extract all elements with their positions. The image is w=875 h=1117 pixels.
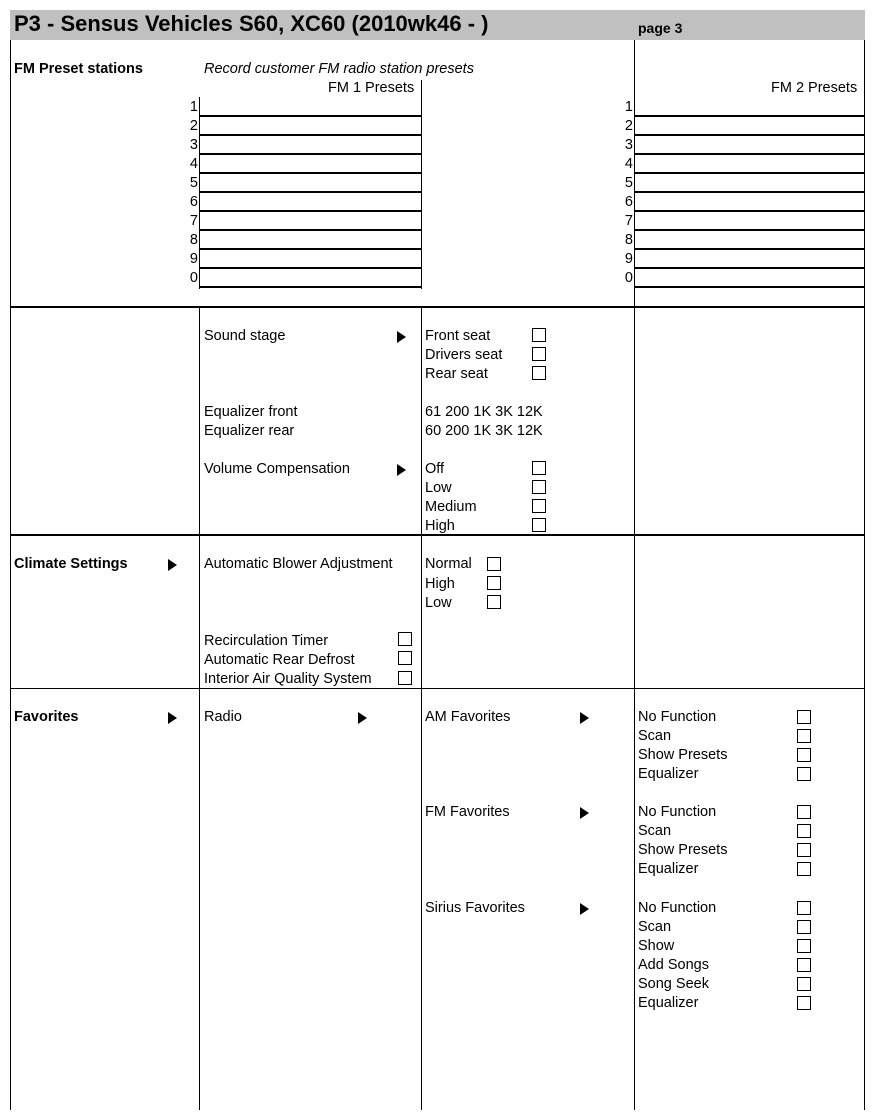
front-seat-checkbox[interactable] bbox=[532, 328, 546, 342]
fm2-preset-number: 7 bbox=[624, 213, 633, 229]
favorite-option-checkbox[interactable] bbox=[797, 996, 811, 1010]
favorite-option-label: Scan bbox=[638, 823, 672, 839]
page-title: P3 - Sensus Vehicles S60, XC60 (2010wk46 - ) bbox=[14, 11, 489, 36]
favorite-option-label: Scan bbox=[638, 919, 672, 935]
air-quality-label: Interior Air Quality System bbox=[204, 671, 372, 687]
fm2-preset-number: 2 bbox=[624, 118, 633, 134]
favorite-option-label: Song Seek bbox=[638, 976, 709, 992]
radio-label: Radio bbox=[204, 709, 242, 725]
fm2-preset-field[interactable] bbox=[634, 229, 865, 231]
favorite-option-label: No Function bbox=[638, 804, 717, 820]
fm1-box-left bbox=[199, 97, 200, 289]
fm2-preset-number: 3 bbox=[624, 137, 633, 153]
favorite-option-checkbox[interactable] bbox=[797, 977, 811, 991]
blower-label: Automatic Blower Adjustment bbox=[204, 556, 393, 572]
fm2-preset-number: 4 bbox=[624, 156, 633, 172]
arrow-right-icon bbox=[580, 712, 589, 724]
drivers-seat-checkbox[interactable] bbox=[532, 347, 546, 361]
frame-right bbox=[864, 40, 865, 1110]
blower-low-checkbox[interactable] bbox=[487, 595, 501, 609]
volume-option-medium: Medium bbox=[425, 499, 477, 515]
fm1-preset-number: 4 bbox=[189, 156, 198, 172]
fm1-preset-number: 3 bbox=[189, 137, 198, 153]
col-divider-3 bbox=[634, 40, 635, 1110]
frame-left bbox=[10, 40, 11, 1110]
fm2-preset-number: 1 bbox=[624, 99, 633, 115]
volume-medium-checkbox[interactable] bbox=[532, 499, 546, 513]
fm1-preset-number: 5 bbox=[189, 175, 198, 191]
favorite-option-checkbox[interactable] bbox=[797, 748, 811, 762]
fm1-presets-label: FM 1 Presets bbox=[328, 80, 415, 96]
fm2-preset-field[interactable] bbox=[634, 248, 865, 250]
favorite-option-checkbox[interactable] bbox=[797, 824, 811, 838]
fm1-preset-number: 8 bbox=[189, 232, 198, 248]
recirc-label: Recirculation Timer bbox=[204, 633, 329, 649]
favorite-option-label: Show bbox=[638, 938, 675, 954]
arrow-right-icon bbox=[358, 712, 367, 724]
fm1-box-right bbox=[421, 80, 422, 289]
arrow-right-icon bbox=[580, 807, 589, 819]
col-divider-1 bbox=[199, 307, 200, 1110]
fm2-preset-field[interactable] bbox=[634, 153, 865, 155]
fm-preset-label: FM Preset stations bbox=[14, 61, 143, 77]
fm1-preset-field[interactable] bbox=[199, 267, 422, 269]
fm2-preset-number: 8 bbox=[624, 232, 633, 248]
favorite-option-label: Equalizer bbox=[638, 861, 699, 877]
eq-front-values: 61 200 1K 3K 12K bbox=[425, 404, 543, 420]
fm1-preset-field[interactable] bbox=[199, 191, 422, 193]
favorite-option-checkbox[interactable] bbox=[797, 710, 811, 724]
fm2-presets-label: FM 2 Presets bbox=[771, 80, 858, 96]
eq-rear-label: Equalizer rear bbox=[204, 423, 295, 439]
favorite-option-checkbox[interactable] bbox=[797, 729, 811, 743]
favorite-option-checkbox[interactable] bbox=[797, 939, 811, 953]
volume-high-checkbox[interactable] bbox=[532, 518, 546, 532]
favorite-option-label: Equalizer bbox=[638, 766, 699, 782]
favorite-option-checkbox[interactable] bbox=[797, 958, 811, 972]
fm1-preset-field[interactable] bbox=[199, 229, 422, 231]
volume-comp-label: Volume Compensation bbox=[204, 461, 350, 477]
fm2-preset-field[interactable] bbox=[634, 286, 865, 288]
blower-high-checkbox[interactable] bbox=[487, 576, 501, 590]
fm1-preset-field[interactable] bbox=[199, 115, 422, 117]
fm1-preset-field[interactable] bbox=[199, 286, 422, 288]
favorite-option-checkbox[interactable] bbox=[797, 920, 811, 934]
favorite-option-label: Scan bbox=[638, 728, 672, 744]
favorite-option-label: Add Songs bbox=[638, 957, 709, 973]
eq-front-label: Equalizer front bbox=[204, 404, 298, 420]
sound-stage-label: Sound stage bbox=[204, 328, 286, 344]
favorite-option-checkbox[interactable] bbox=[797, 862, 811, 876]
volume-off-checkbox[interactable] bbox=[532, 461, 546, 475]
arrow-right-icon bbox=[168, 712, 177, 724]
fm1-preset-number: 1 bbox=[189, 99, 198, 115]
section-divider-3 bbox=[10, 688, 865, 689]
rear-defrost-label: Automatic Rear Defrost bbox=[204, 652, 355, 668]
favorite-option-checkbox[interactable] bbox=[797, 843, 811, 857]
fm-favorites-label: FM Favorites bbox=[425, 804, 510, 820]
fm2-preset-field[interactable] bbox=[634, 115, 865, 117]
am-favorites-label: AM Favorites bbox=[425, 709, 511, 725]
arrow-right-icon bbox=[397, 464, 406, 476]
fm1-preset-number: 2 bbox=[189, 118, 198, 134]
blower-option-normal: Normal bbox=[425, 556, 472, 572]
air-quality-checkbox[interactable] bbox=[398, 671, 412, 685]
fm1-preset-field[interactable] bbox=[199, 153, 422, 155]
fm1-preset-number: 9 bbox=[189, 251, 198, 267]
favorite-option-label: Show Presets bbox=[638, 747, 728, 763]
stage-option-front: Front seat bbox=[425, 328, 491, 344]
fm2-preset-number: 5 bbox=[624, 175, 633, 191]
arrow-right-icon bbox=[580, 903, 589, 915]
fm1-preset-number: 0 bbox=[189, 270, 198, 286]
favorite-option-checkbox[interactable] bbox=[797, 805, 811, 819]
favorite-option-checkbox[interactable] bbox=[797, 901, 811, 915]
recirc-checkbox[interactable] bbox=[398, 632, 412, 646]
blower-option-low: Low bbox=[425, 595, 452, 611]
fm1-preset-number: 6 bbox=[189, 194, 198, 210]
rear-defrost-checkbox[interactable] bbox=[398, 651, 412, 665]
fm2-preset-number: 0 bbox=[624, 270, 633, 286]
fm1-preset-number: 7 bbox=[189, 213, 198, 229]
fm2-preset-field[interactable] bbox=[634, 267, 865, 269]
favorite-option-label: Equalizer bbox=[638, 995, 699, 1011]
stage-option-rear: Rear seat bbox=[425, 366, 488, 382]
stage-option-drivers: Drivers seat bbox=[425, 347, 503, 363]
fm2-preset-field[interactable] bbox=[634, 191, 865, 193]
favorite-option-label: No Function bbox=[638, 900, 717, 916]
fm2-preset-number: 9 bbox=[624, 251, 633, 267]
blower-option-high: High bbox=[425, 576, 455, 592]
fm1-preset-field[interactable] bbox=[199, 248, 422, 250]
arrow-right-icon bbox=[168, 559, 177, 571]
favorite-option-label: No Function bbox=[638, 709, 717, 725]
favorites-label: Favorites bbox=[14, 709, 79, 725]
fm2-preset-field[interactable] bbox=[634, 210, 865, 212]
volume-low-checkbox[interactable] bbox=[532, 480, 546, 494]
fm1-preset-field[interactable] bbox=[199, 134, 422, 136]
climate-label: Climate Settings bbox=[14, 556, 128, 572]
rear-seat-checkbox[interactable] bbox=[532, 366, 546, 380]
fm2-preset-field[interactable] bbox=[634, 134, 865, 136]
fm1-preset-field[interactable] bbox=[199, 172, 422, 174]
fm1-preset-field[interactable] bbox=[199, 210, 422, 212]
fm2-preset-number: 6 bbox=[624, 194, 633, 210]
fm-preset-instruction: Record customer FM radio station presets bbox=[204, 61, 474, 77]
sirius-favorites-label: Sirius Favorites bbox=[425, 900, 525, 916]
volume-option-high: High bbox=[425, 518, 455, 534]
volume-option-off: Off bbox=[425, 461, 445, 477]
page-number: page 3 bbox=[638, 20, 683, 36]
fm2-preset-field[interactable] bbox=[634, 172, 865, 174]
blower-normal-checkbox[interactable] bbox=[487, 557, 501, 571]
arrow-right-icon bbox=[397, 331, 406, 343]
col-divider-2 bbox=[421, 307, 422, 1110]
favorite-option-checkbox[interactable] bbox=[797, 767, 811, 781]
section-divider-1 bbox=[10, 306, 865, 308]
favorite-option-label: Show Presets bbox=[638, 842, 728, 858]
eq-rear-values: 60 200 1K 3K 12K bbox=[425, 423, 543, 439]
volume-option-low: Low bbox=[425, 480, 452, 496]
